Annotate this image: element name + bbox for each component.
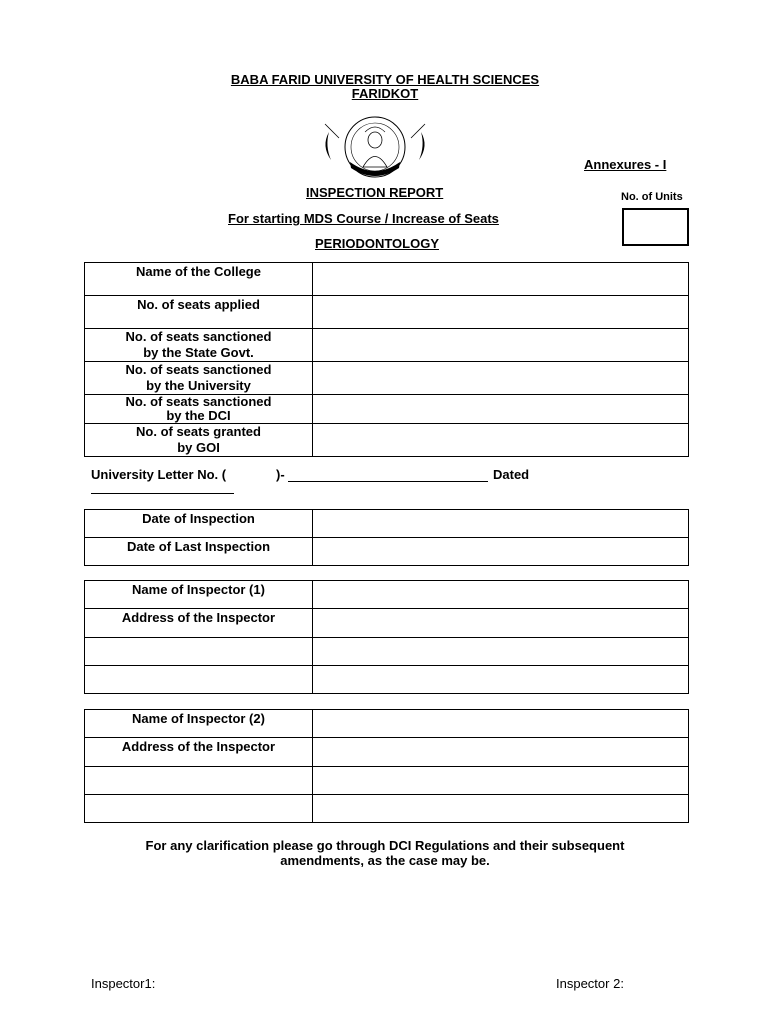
field-label: by GOI	[177, 440, 220, 455]
letter-dated-label: Dated	[493, 467, 530, 482]
letter-date-line[interactable]	[91, 493, 234, 494]
report-purpose: For starting MDS Course / Increase of Seats	[228, 211, 499, 226]
inspector1-table	[84, 580, 689, 694]
university-city: FARIDKOT	[351, 86, 419, 101]
table-row	[85, 638, 689, 666]
table-row	[85, 609, 689, 638]
table-row	[85, 424, 689, 457]
college-name-field[interactable]	[313, 263, 689, 296]
seats-state-govt-field[interactable]	[313, 329, 689, 362]
table-row	[85, 538, 689, 566]
inspection-dates-table	[84, 509, 689, 566]
seats-table	[84, 262, 689, 457]
table-row	[85, 362, 689, 395]
seats-goi-field[interactable]	[313, 424, 689, 457]
blank-cell[interactable]	[85, 638, 313, 666]
field-label: by the University	[146, 378, 251, 393]
inspector2-address-field[interactable]	[313, 738, 689, 767]
blank-cell[interactable]	[85, 666, 313, 694]
inspector2-signature-label: Inspector 2:	[556, 976, 624, 991]
blank-cell[interactable]	[85, 795, 313, 823]
field-label: No. of seats granted	[136, 424, 261, 439]
field-label: by the State Govt.	[143, 345, 254, 360]
seats-university-field[interactable]	[313, 362, 689, 395]
table-row	[85, 510, 689, 538]
field-label: Name of the College	[136, 264, 261, 279]
field-label: Name of Inspector (1)	[132, 582, 265, 597]
table-row	[85, 581, 689, 609]
report-title: INSPECTION REPORT	[306, 185, 444, 200]
field-label: Date of Inspection	[142, 511, 255, 526]
inspector1-address-line2[interactable]	[313, 638, 689, 666]
inspector2-address-line2[interactable]	[313, 767, 689, 795]
units-label: No. of Units	[621, 191, 683, 203]
subject-title: PERIODONTOLOGY	[315, 236, 439, 251]
field-label: No. of seats applied	[137, 297, 260, 312]
field-label: No. of seats sanctioned	[125, 362, 272, 377]
field-label: Address of the Inspector	[121, 739, 276, 754]
table-row	[85, 296, 689, 329]
table-row	[85, 329, 689, 362]
inspector2-table	[84, 709, 689, 823]
inspector1-signature-label: Inspector1:	[91, 976, 156, 991]
table-row	[85, 710, 689, 738]
inspector1-name-field[interactable]	[313, 581, 689, 609]
inspector2-address-line3[interactable]	[313, 795, 689, 823]
seats-applied-field[interactable]	[313, 296, 689, 329]
table-row	[85, 738, 689, 767]
last-inspection-date-field[interactable]	[313, 538, 689, 566]
letter-number-line[interactable]	[288, 481, 488, 482]
field-label: No. of seats sanctioned	[125, 394, 272, 409]
field-label: by the DCI	[166, 408, 231, 423]
table-row	[85, 767, 689, 795]
letter-mid: )-	[276, 467, 285, 482]
blank-cell[interactable]	[85, 767, 313, 795]
inspector1-address-field[interactable]	[313, 609, 689, 638]
table-row	[85, 666, 689, 694]
inspector2-name-field[interactable]	[313, 710, 689, 738]
units-box[interactable]	[622, 208, 689, 246]
university-name: BABA FARID UNIVERSITY OF HEALTH SCIENCES	[230, 72, 540, 87]
clarification-note-line2: amendments, as the case may be.	[280, 853, 490, 868]
seats-dci-field[interactable]	[313, 395, 689, 424]
field-label: Date of Last Inspection	[126, 539, 271, 554]
letter-label: University Letter No. (	[91, 467, 227, 482]
field-label: Name of Inspector (2)	[132, 711, 265, 726]
clarification-note-line1: For any clarification please go through DCI Regulations and their subsequent	[145, 838, 625, 853]
university-seal-logo	[315, 112, 435, 182]
table-row	[85, 395, 689, 424]
field-label: Address of the Inspector	[121, 610, 276, 625]
field-label: No. of seats sanctioned	[125, 329, 272, 344]
table-row	[85, 263, 689, 296]
inspection-date-field[interactable]	[313, 510, 689, 538]
table-row	[85, 795, 689, 823]
inspector1-address-line3[interactable]	[313, 666, 689, 694]
annexure-label: Annexures - I	[584, 157, 667, 172]
